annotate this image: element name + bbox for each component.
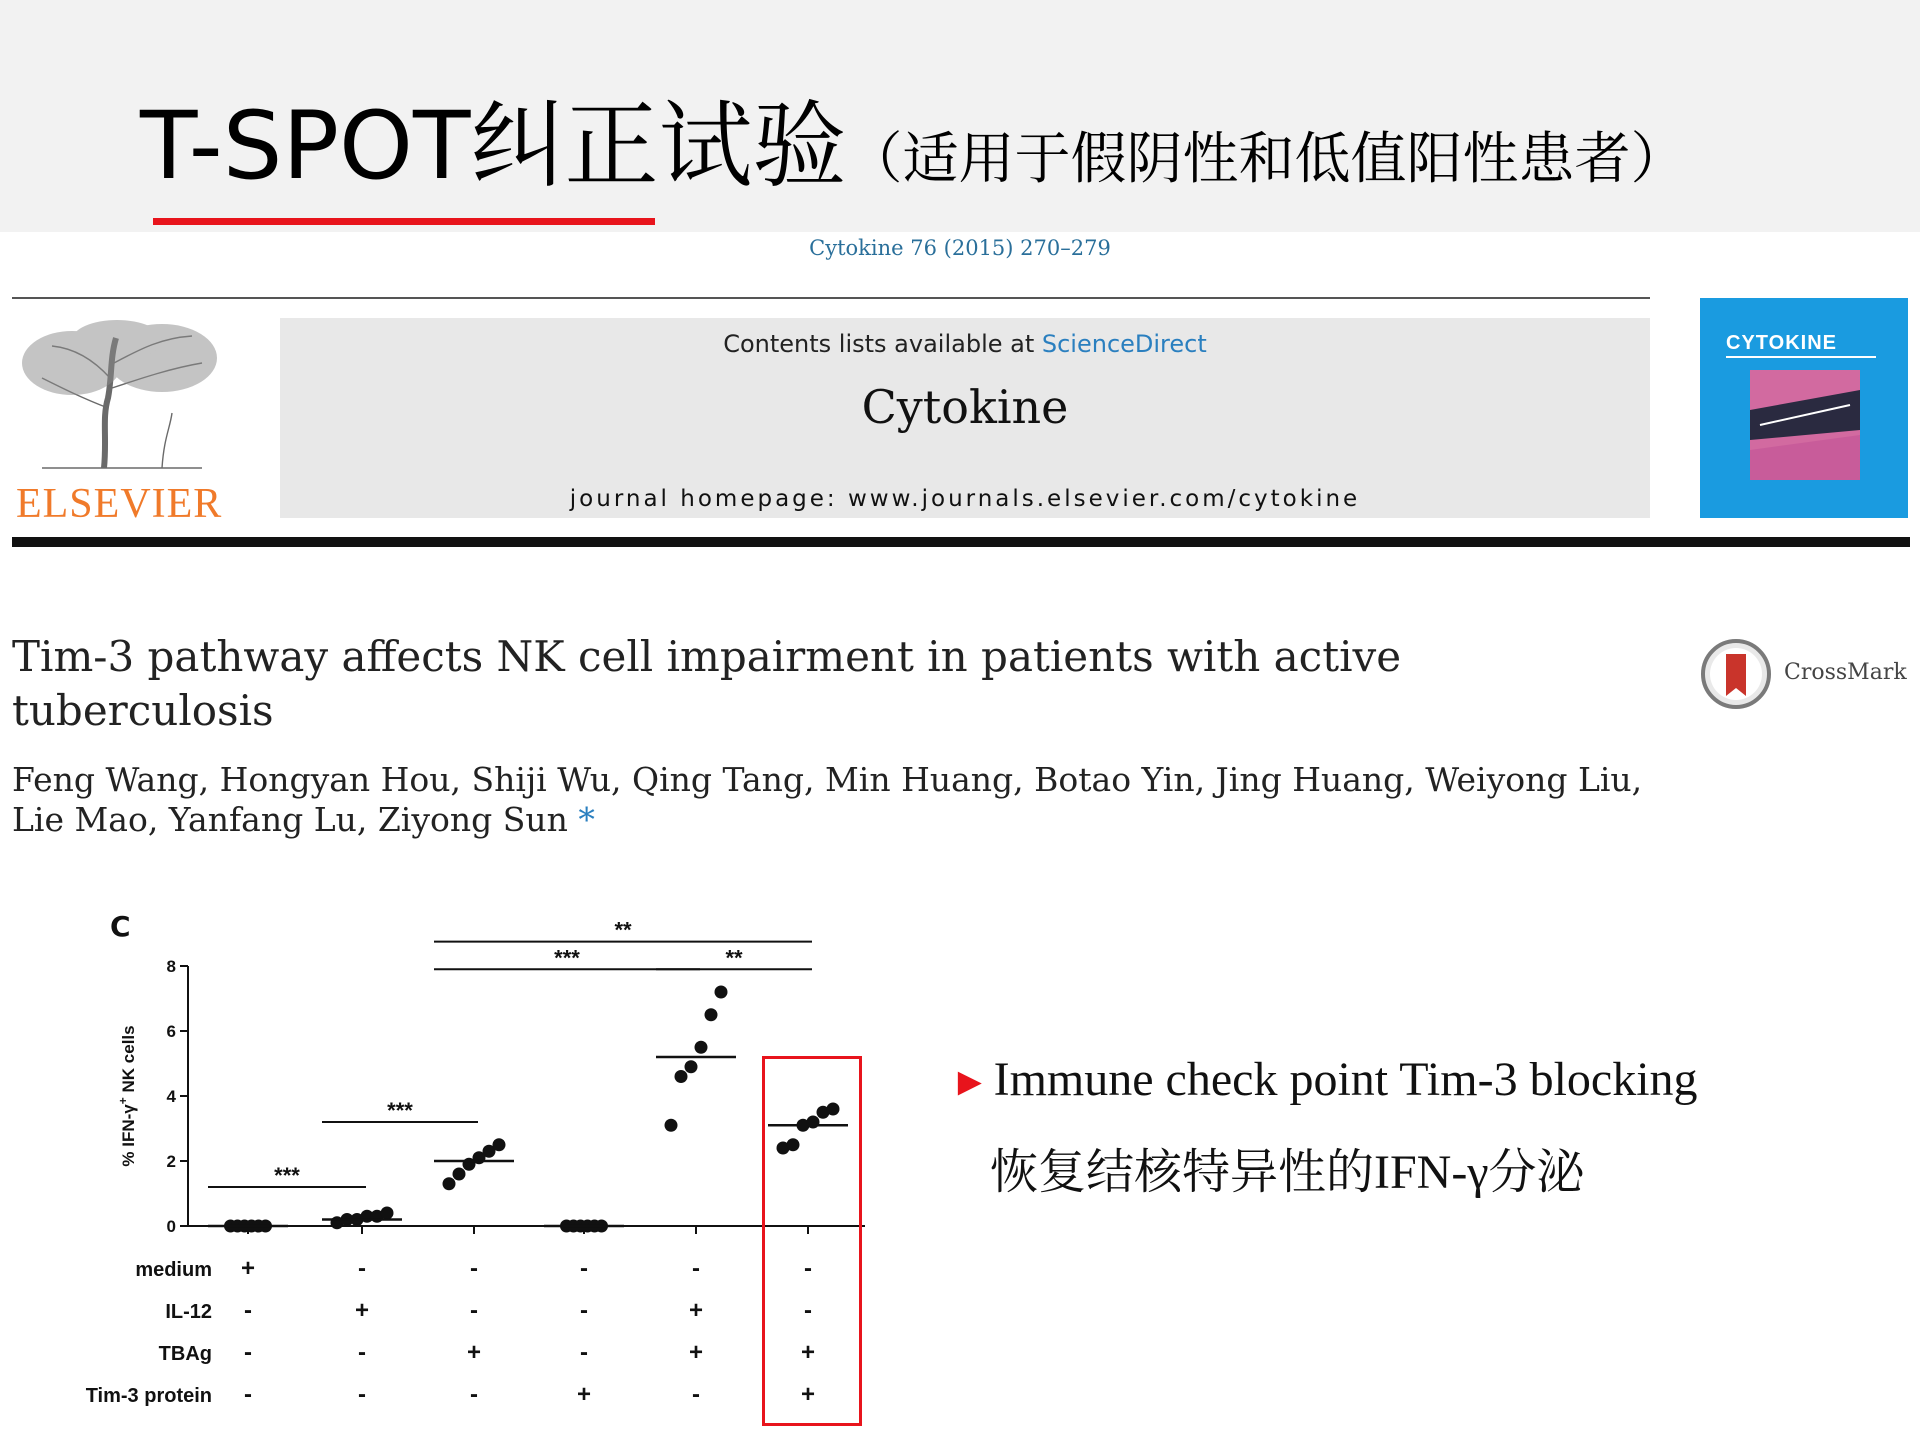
contents-line xyxy=(280,330,1650,358)
data-point xyxy=(665,1119,678,1132)
journal-cover[interactable] xyxy=(1700,298,1908,518)
condition-sign: - xyxy=(358,1339,366,1366)
significance-label: *** xyxy=(274,1163,300,1188)
data-point xyxy=(453,1168,466,1181)
highlight-box xyxy=(762,1056,862,1426)
condition-sign: + xyxy=(240,1255,256,1282)
significance-label: ** xyxy=(725,945,743,971)
condition-sign: - xyxy=(244,1339,252,1366)
paper-title-line-1: Tim-3 pathway affects NK cell impairment in patients with active xyxy=(12,632,1402,681)
cover-title: CYTOKINE xyxy=(1726,332,1837,354)
corresponding-author-mark[interactable]: * xyxy=(578,800,595,839)
significance-label: *** xyxy=(387,1098,413,1123)
paper-title xyxy=(12,630,1572,738)
data-point xyxy=(493,1138,506,1151)
annotation-line-1 xyxy=(950,1052,1698,1107)
data-point xyxy=(685,1060,698,1073)
condition-sign: - xyxy=(580,1339,588,1366)
title-underline xyxy=(153,218,655,225)
condition-sign: - xyxy=(470,1381,478,1408)
slide-title-main: T-SPOT纠正试验 xyxy=(140,92,847,201)
condition-sign: - xyxy=(804,1255,812,1282)
condition-sign: - xyxy=(692,1381,700,1408)
slide-title xyxy=(140,70,1686,205)
condition-sign: - xyxy=(244,1297,252,1324)
y-tick-label: 4 xyxy=(166,1087,176,1106)
header-divider xyxy=(12,297,1650,299)
annotation-line-1-text: Immune check point Tim-3 blocking xyxy=(993,1053,1698,1106)
annotation xyxy=(950,1052,1698,1202)
condition-sign: - xyxy=(244,1381,252,1408)
crossmark-icon[interactable] xyxy=(1700,638,1772,710)
condition-sign: + xyxy=(800,1339,816,1366)
condition-sign: + xyxy=(688,1339,704,1366)
condition-label: Tim-3 protein xyxy=(85,1385,212,1407)
panel-label: C xyxy=(110,910,131,943)
condition-sign: - xyxy=(470,1255,478,1282)
contents-prefix: Contents lists available at xyxy=(723,330,1042,358)
condition-sign: - xyxy=(580,1297,588,1324)
author-list xyxy=(12,760,1792,840)
y-tick-label: 2 xyxy=(166,1152,176,1171)
journal-name: Cytokine xyxy=(861,380,1069,434)
sciencedirect-link[interactable]: ScienceDirect xyxy=(1041,330,1207,358)
data-point xyxy=(675,1070,688,1083)
journal-homepage[interactable]: journal homepage: www.journals.elsevier.com/cytokine xyxy=(569,486,1361,512)
ifn-gamma-dot-plot xyxy=(0,900,880,1420)
journal-header-box xyxy=(280,318,1650,518)
condition-sign: - xyxy=(804,1297,812,1324)
condition-label: medium xyxy=(135,1259,212,1281)
condition-sign: + xyxy=(466,1339,482,1366)
condition-sign: - xyxy=(580,1255,588,1282)
condition-sign: - xyxy=(358,1381,366,1408)
condition-sign: + xyxy=(800,1381,816,1408)
y-tick-label: 0 xyxy=(166,1217,176,1236)
paper-title-line-2: tuberculosis xyxy=(12,686,274,735)
cover-divider xyxy=(1726,356,1876,358)
condition-label: IL-12 xyxy=(165,1301,212,1323)
y-tick-label: 6 xyxy=(166,1022,176,1041)
condition-sign: - xyxy=(470,1297,478,1324)
condition-sign: - xyxy=(692,1255,700,1282)
y-tick-label: 8 xyxy=(166,957,176,976)
annotation-line-2: 恢复结核特异性的IFN-γ分泌 xyxy=(990,1146,1585,1199)
triangle-marker-icon: ► xyxy=(950,1059,990,1104)
condition-sign: + xyxy=(576,1381,592,1408)
authors-line-2 xyxy=(12,800,1792,840)
data-point xyxy=(443,1177,456,1190)
condition-label: TBAg xyxy=(158,1343,212,1365)
elsevier-wordmark[interactable]: ELSEVIER xyxy=(16,481,223,527)
journal-citation[interactable]: Cytokine 76 (2015) 270–279 xyxy=(809,236,1111,260)
authors-line-1: Feng Wang, Hongyan Hou, Shiji Wu, Qing Tang, Min Huang, Botao Yin, Jing Huang, Weiyong Liu, xyxy=(12,760,1643,799)
data-point xyxy=(715,986,728,999)
significance-label: *** xyxy=(554,945,580,971)
crossmark-label[interactable]: CrossMark xyxy=(1784,660,1907,685)
data-point xyxy=(705,1008,718,1021)
y-axis-label: % IFN-γ+ NK cells xyxy=(116,1025,138,1167)
slide-title-sub: （适用于假阴性和低值阳性患者） xyxy=(846,127,1687,192)
data-point xyxy=(695,1041,708,1054)
data-point xyxy=(381,1207,394,1220)
header-bottom-rule xyxy=(12,537,1910,547)
authors-line-2-names: Lie Mao, Yanfang Lu, Ziyong Sun xyxy=(12,800,568,839)
condition-sign: - xyxy=(358,1255,366,1282)
condition-sign: + xyxy=(354,1297,370,1324)
condition-sign: + xyxy=(688,1297,704,1324)
cover-art-image xyxy=(1750,370,1860,480)
significance-label: ** xyxy=(614,917,632,943)
